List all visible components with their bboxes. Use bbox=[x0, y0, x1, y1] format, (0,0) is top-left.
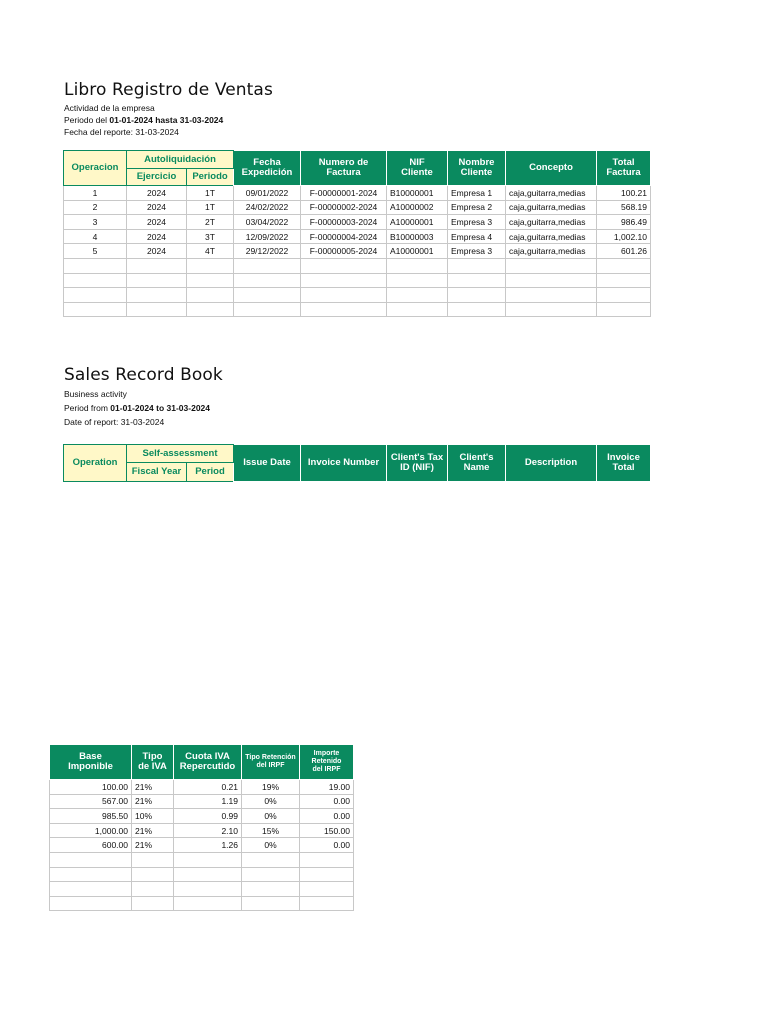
cell-base: 600.00 bbox=[50, 838, 132, 853]
empty-row bbox=[64, 273, 651, 288]
empty-cell bbox=[187, 302, 234, 317]
cell-fecha: 09/01/2022 bbox=[234, 186, 301, 201]
cell-cuota-iva: 1.26 bbox=[174, 838, 242, 853]
cell-total: 1,002.10 bbox=[597, 229, 651, 244]
cell-base: 100.00 bbox=[50, 780, 132, 795]
empty-cell bbox=[64, 273, 127, 288]
header-nombre: Nombre Cliente bbox=[448, 151, 506, 186]
header-tipo-iva: Tipo de IVA bbox=[132, 745, 174, 780]
cell-tipo-iva: 10% bbox=[132, 809, 174, 824]
cell-tipo-retencion: 15% bbox=[242, 823, 300, 838]
cell-total: 986.49 bbox=[597, 215, 651, 230]
header-importe-retenido: Importe Retenido del IRPF bbox=[300, 745, 354, 780]
cell-nif: A10000001 bbox=[387, 215, 448, 230]
header-tipo-retencion: Tipo Retención del IRPF bbox=[242, 745, 300, 780]
cell-fecha: 24/02/2022 bbox=[234, 200, 301, 215]
cell-tipo-iva: 21% bbox=[132, 838, 174, 853]
table-row bbox=[50, 794, 354, 809]
cell-nif: A10000002 bbox=[387, 200, 448, 215]
period-es: Periodo del 01-01-2024 hasta 31-03-2024 bbox=[64, 115, 224, 125]
header-client-name: Client's Name bbox=[448, 445, 506, 482]
empty-row bbox=[64, 288, 651, 303]
empty-cell bbox=[597, 258, 651, 273]
cell-periodo: 1T bbox=[187, 186, 234, 201]
activity-es: Actividad de la empresa bbox=[64, 103, 155, 113]
cell-numero: F-00000001-2024 bbox=[301, 186, 387, 201]
empty-cell bbox=[174, 896, 242, 911]
header-total: Total Factura bbox=[597, 151, 651, 186]
cell-periodo: 4T bbox=[187, 244, 234, 259]
empty-cell bbox=[64, 258, 127, 273]
cell-numero: F-00000004-2024 bbox=[301, 229, 387, 244]
header-fiscal-year: Fiscal Year bbox=[127, 463, 187, 482]
cell-periodo: 2T bbox=[187, 215, 234, 230]
empty-row bbox=[64, 302, 651, 317]
table-row bbox=[50, 780, 354, 795]
cell-nif: B10000001 bbox=[387, 186, 448, 201]
cell-tipo-iva: 21% bbox=[132, 823, 174, 838]
cell-nombre: Empresa 3 bbox=[448, 215, 506, 230]
empty-cell bbox=[300, 896, 354, 911]
header-period: Period bbox=[187, 463, 234, 482]
cell-ejercicio: 2024 bbox=[127, 244, 187, 259]
empty-cell bbox=[506, 288, 597, 303]
empty-cell bbox=[50, 896, 132, 911]
report-date-es: Fecha del reporte: 31-03-2024 bbox=[64, 127, 179, 137]
cell-cuota-iva: 0.21 bbox=[174, 780, 242, 795]
cell-importe-retenido: 0.00 bbox=[300, 794, 354, 809]
cell-concepto: caja,guitarra,medias bbox=[506, 229, 597, 244]
sales-register-table-es bbox=[63, 150, 651, 317]
cell-total: 568.19 bbox=[597, 200, 651, 215]
empty-cell bbox=[597, 288, 651, 303]
empty-cell bbox=[300, 882, 354, 897]
header-periodo: Periodo bbox=[187, 169, 234, 186]
cell-ejercicio: 2024 bbox=[127, 229, 187, 244]
cell-operacion: 1 bbox=[64, 186, 127, 201]
empty-cell bbox=[127, 258, 187, 273]
cell-nombre: Empresa 2 bbox=[448, 200, 506, 215]
english-header bbox=[64, 365, 223, 428]
cell-cuota-iva: 1.19 bbox=[174, 794, 242, 809]
empty-cell bbox=[387, 288, 448, 303]
cell-operacion: 2 bbox=[64, 200, 127, 215]
empty-cell bbox=[301, 302, 387, 317]
table-row bbox=[64, 200, 651, 215]
empty-cell bbox=[187, 258, 234, 273]
empty-cell bbox=[187, 273, 234, 288]
cell-nombre: Empresa 4 bbox=[448, 229, 506, 244]
sales-register-table-en bbox=[63, 444, 651, 482]
cell-nombre: Empresa 1 bbox=[448, 186, 506, 201]
empty-cell bbox=[64, 288, 127, 303]
empty-cell bbox=[300, 852, 354, 867]
empty-cell bbox=[132, 882, 174, 897]
cell-base: 1,000.00 bbox=[50, 823, 132, 838]
empty-cell bbox=[242, 896, 300, 911]
header-invoice-number: Invoice Number bbox=[301, 445, 387, 482]
empty-cell bbox=[174, 867, 242, 882]
empty-cell bbox=[127, 273, 187, 288]
empty-cell bbox=[597, 273, 651, 288]
cell-numero: F-00000005-2024 bbox=[301, 244, 387, 259]
table-row bbox=[50, 838, 354, 853]
header-ejercicio: Ejercicio bbox=[127, 169, 187, 186]
header-nif: NIF Cliente bbox=[387, 151, 448, 186]
empty-row bbox=[50, 852, 354, 867]
empty-cell bbox=[242, 882, 300, 897]
header-operacion: Operacion bbox=[64, 151, 127, 186]
empty-cell bbox=[234, 302, 301, 317]
header-numero: Numero de Factura bbox=[301, 151, 387, 186]
empty-cell bbox=[301, 273, 387, 288]
cell-concepto: caja,guitarra,medias bbox=[506, 200, 597, 215]
empty-cell bbox=[300, 867, 354, 882]
empty-cell bbox=[132, 896, 174, 911]
empty-row bbox=[64, 258, 651, 273]
cell-nif: A10000001 bbox=[387, 244, 448, 259]
cell-cuota-iva: 2.10 bbox=[174, 823, 242, 838]
empty-cell bbox=[174, 852, 242, 867]
page-title-es: Libro Registro de Ventas bbox=[64, 80, 273, 100]
empty-cell bbox=[448, 273, 506, 288]
header-issue-date: Issue Date bbox=[234, 445, 301, 482]
empty-cell bbox=[301, 258, 387, 273]
header-description: Description bbox=[506, 445, 597, 482]
cell-periodo: 1T bbox=[187, 200, 234, 215]
cell-tipo-retencion: 19% bbox=[242, 780, 300, 795]
report-date-en: Date of report: 31-03-2024 bbox=[64, 417, 165, 427]
header-concepto: Concepto bbox=[506, 151, 597, 186]
empty-row bbox=[50, 896, 354, 911]
empty-row bbox=[50, 882, 354, 897]
empty-cell bbox=[132, 867, 174, 882]
empty-cell bbox=[387, 302, 448, 317]
cell-nif: B10000003 bbox=[387, 229, 448, 244]
empty-row bbox=[50, 867, 354, 882]
spanish-header bbox=[64, 80, 273, 138]
page-title-en: Sales Record Book bbox=[64, 365, 223, 385]
cell-operacion: 3 bbox=[64, 215, 127, 230]
cell-total: 601.26 bbox=[597, 244, 651, 259]
table-row bbox=[64, 186, 651, 201]
empty-cell bbox=[127, 288, 187, 303]
cell-operacion: 5 bbox=[64, 244, 127, 259]
empty-cell bbox=[448, 302, 506, 317]
empty-cell bbox=[132, 852, 174, 867]
cell-operacion: 4 bbox=[64, 229, 127, 244]
cell-tipo-retencion: 0% bbox=[242, 809, 300, 824]
cell-tipo-iva: 21% bbox=[132, 794, 174, 809]
empty-cell bbox=[506, 273, 597, 288]
empty-cell bbox=[50, 852, 132, 867]
period-en: Period from 01-01-2024 to 31-03-2024 bbox=[64, 403, 211, 413]
empty-cell bbox=[242, 867, 300, 882]
empty-cell bbox=[234, 258, 301, 273]
cell-fecha: 12/09/2022 bbox=[234, 229, 301, 244]
header-fecha: Fecha Expedición bbox=[234, 151, 301, 186]
cell-total: 100.21 bbox=[597, 186, 651, 201]
empty-cell bbox=[64, 302, 127, 317]
cell-importe-retenido: 19.00 bbox=[300, 780, 354, 795]
header-self-assessment: Self-assessment bbox=[127, 445, 234, 463]
cell-tipo-retencion: 0% bbox=[242, 838, 300, 853]
header-tax-id: Client's Tax ID (NIF) bbox=[387, 445, 448, 482]
cell-concepto: caja,guitarra,medias bbox=[506, 215, 597, 230]
cell-fecha: 29/12/2022 bbox=[234, 244, 301, 259]
cell-ejercicio: 2024 bbox=[127, 215, 187, 230]
table-row bbox=[64, 215, 651, 230]
empty-cell bbox=[234, 273, 301, 288]
table-row bbox=[50, 823, 354, 838]
table-row bbox=[50, 809, 354, 824]
empty-cell bbox=[448, 288, 506, 303]
table-row bbox=[64, 229, 651, 244]
cell-concepto: caja,guitarra,medias bbox=[506, 244, 597, 259]
empty-cell bbox=[50, 867, 132, 882]
empty-cell bbox=[387, 273, 448, 288]
cell-numero: F-00000003-2024 bbox=[301, 215, 387, 230]
empty-cell bbox=[187, 288, 234, 303]
cell-ejercicio: 2024 bbox=[127, 200, 187, 215]
empty-cell bbox=[174, 882, 242, 897]
cell-importe-retenido: 0.00 bbox=[300, 809, 354, 824]
empty-cell bbox=[242, 852, 300, 867]
empty-cell bbox=[506, 258, 597, 273]
header-autoliquidacion: Autoliquidación bbox=[127, 151, 234, 169]
cell-numero: F-00000002-2024 bbox=[301, 200, 387, 215]
tax-table bbox=[49, 744, 354, 911]
cell-fecha: 03/04/2022 bbox=[234, 215, 301, 230]
header-cuota-iva: Cuota IVA Repercutido bbox=[174, 745, 242, 780]
empty-cell bbox=[50, 882, 132, 897]
header-invoice-total: Invoice Total bbox=[597, 445, 651, 482]
empty-cell bbox=[506, 302, 597, 317]
empty-cell bbox=[127, 302, 187, 317]
header-operation: Operation bbox=[64, 445, 127, 482]
empty-cell bbox=[597, 302, 651, 317]
cell-cuota-iva: 0.99 bbox=[174, 809, 242, 824]
header-base: Base Imponible bbox=[50, 745, 132, 780]
cell-tipo-iva: 21% bbox=[132, 780, 174, 795]
cell-base: 567.00 bbox=[50, 794, 132, 809]
cell-importe-retenido: 0.00 bbox=[300, 838, 354, 853]
cell-importe-retenido: 150.00 bbox=[300, 823, 354, 838]
empty-cell bbox=[301, 288, 387, 303]
cell-tipo-retencion: 0% bbox=[242, 794, 300, 809]
cell-nombre: Empresa 3 bbox=[448, 244, 506, 259]
empty-cell bbox=[234, 288, 301, 303]
cell-ejercicio: 2024 bbox=[127, 186, 187, 201]
empty-cell bbox=[387, 258, 448, 273]
cell-periodo: 3T bbox=[187, 229, 234, 244]
table-row bbox=[64, 244, 651, 259]
cell-concepto: caja,guitarra,medias bbox=[506, 186, 597, 201]
cell-base: 985.50 bbox=[50, 809, 132, 824]
activity-en: Business activity bbox=[64, 389, 127, 399]
empty-cell bbox=[448, 258, 506, 273]
